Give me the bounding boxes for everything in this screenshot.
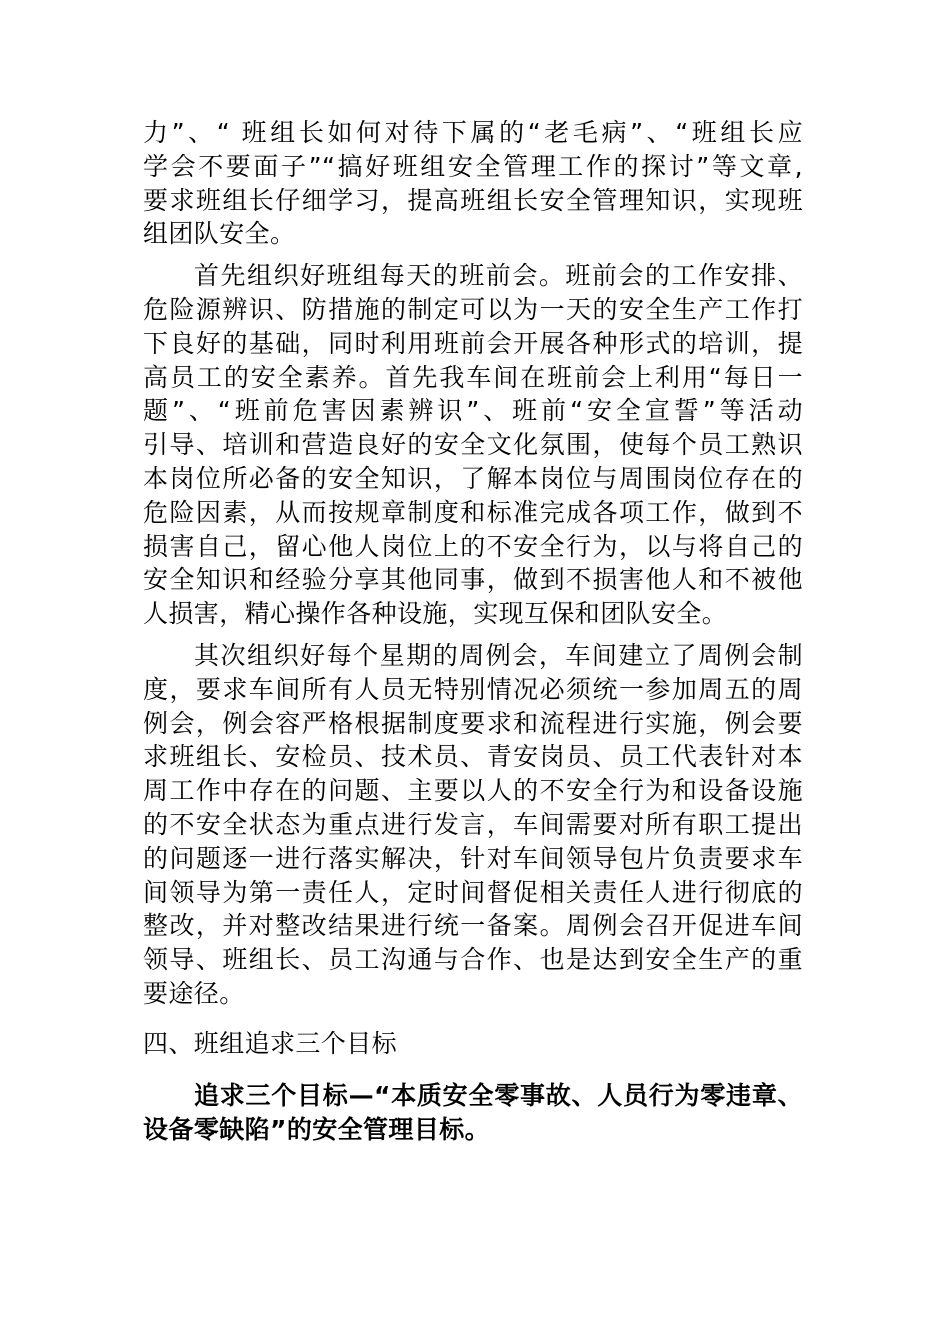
- paragraph-line: 间领导为第一责任人，定时间督促相关责任人进行彻底的: [143, 877, 803, 907]
- paragraph-line: 要求班组长仔细学习，提高班组长安全管理知识，实现班: [143, 185, 803, 215]
- paragraph-line: 其次组织好每个星期的周例会，车间建立了周例会制: [194, 640, 803, 670]
- paragraph-1: [143, 116, 803, 251]
- paragraph-gap: [143, 631, 803, 639]
- paragraph-line: 求班组长、安检员、技术员、青安岗员、员工代表针对本: [143, 742, 803, 772]
- paragraph-2: [143, 259, 803, 631]
- paragraph-line: 危险因素，从而按规章制度和标准完成各项工作，做到不: [143, 497, 803, 527]
- paragraph-line: 首先组织好班组每天的班前会。班前会的工作安排、: [194, 261, 803, 291]
- paragraph-line: 引导、培训和营造良好的安全文化氛围，使每个员工熟识: [143, 430, 803, 460]
- paragraph-line: 学会不要面子”“搞好班组安全管理工作的探讨”等文章,: [143, 151, 803, 181]
- paragraph-line: 例会，例会容严格根据制度要求和流程进行实施，例会要: [143, 708, 803, 738]
- paragraph-line: 损害自己，留心他人岗位上的不安全行为，以与将自己的: [143, 531, 803, 561]
- paragraph-line: 领导、班组长、员工沟通与合作、也是达到安全生产的重: [143, 945, 803, 975]
- document-page: [143, 116, 803, 1146]
- paragraph-line: 追求三个目标—“本质安全零事故、人员行为零违章、: [194, 1080, 803, 1110]
- section-heading: 四、班组追求三个目标: [143, 1028, 398, 1058]
- section-gap: [143, 1061, 803, 1079]
- paragraph-line: 危险源辨识、防措施的制定可以为一天的安全生产工作打: [143, 294, 803, 324]
- paragraph-line: 组团队安全。: [143, 219, 296, 249]
- paragraph-line: 度，要求车间所有人员无特别情况必须统一参加周五的周: [143, 674, 803, 704]
- paragraph-line: 人损害，精心操作各种设施，实现互保和团队安全。: [143, 599, 728, 629]
- paragraph-line: 安全知识和经验分享其他同事，做到不损害他人和不被他: [143, 565, 803, 595]
- bold-paragraph: [143, 1079, 803, 1147]
- section-gap: [143, 1011, 803, 1027]
- paragraph-gap: [143, 251, 803, 259]
- paragraph-line: 下良好的基础，同时利用班前会开展各种形式的培训，提: [143, 328, 803, 358]
- paragraph-line: 题”、“班前危害因素辨识”、班前“安全宣誓”等活动: [143, 396, 803, 426]
- paragraph-line: 要途径。: [143, 978, 245, 1008]
- paragraph-line: 高员工的安全素养。首先我车间在班前会上利用“每日一: [143, 362, 803, 392]
- paragraph-line: 本岗位所必备的安全知识，了解本岗位与周围岗位存在的: [143, 463, 803, 493]
- paragraph-3: [143, 639, 803, 1011]
- paragraph-line: 设备零缺陷”的安全管理目标。: [143, 1114, 491, 1144]
- paragraph-line: 力”、“ 班组长如何对待下属的“老毛病”、“班组长应: [143, 118, 803, 147]
- paragraph-line: 的不安全状态为重点进行发言，车间需要对所有职工提出: [143, 809, 803, 839]
- paragraph-line: 的问题逐一进行落实解决，针对车间领导包片负责要求车: [143, 843, 803, 873]
- paragraph-line: 整改，并对整改结果进行统一备案。周例会召开促进车间: [143, 911, 803, 941]
- paragraph-line: 周工作中存在的问题、主要以人的不安全行为和设备设施: [143, 776, 803, 806]
